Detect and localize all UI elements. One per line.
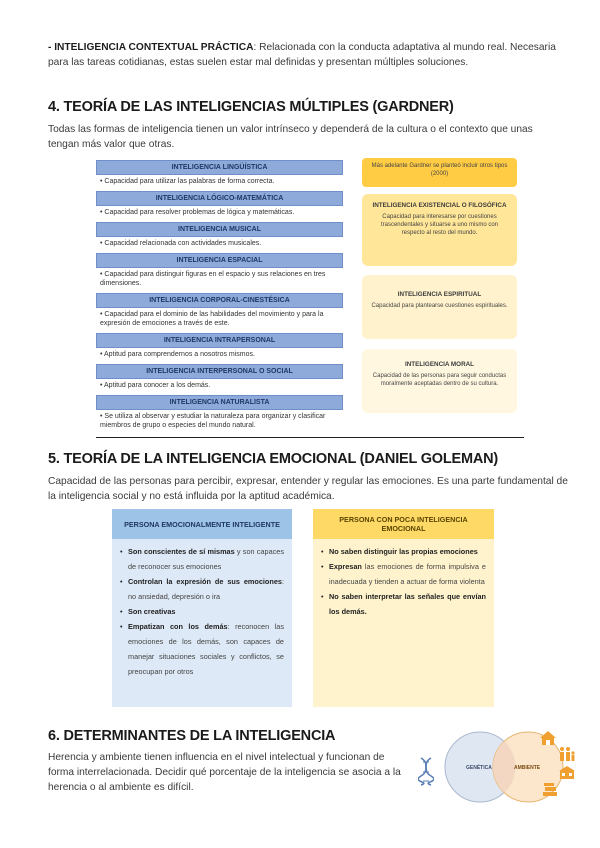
card-moral-desc: Capacidad de las personas para seguir conductas moralmente aceptadas dentro de su cultura. xyxy=(372,373,507,387)
intel-title-logico: INTELIGENCIA LÓGICO-MATEMÁTICA xyxy=(96,191,343,206)
card-existencial-title: INTELIGENCIA EXISTENCIAL O FILOSÓFICA xyxy=(372,202,507,209)
list-item: • Son conscientes de sí mismas y son capaces de reconocer sus emociones xyxy=(120,544,284,574)
intel-desc-naturalista: • Se utiliza al observar y estudiar la naturaleza para organizar y clasificar miembros de grupo o especies del mundo natural. xyxy=(100,413,326,429)
card-moral-title: INTELIGENCIA MORAL xyxy=(404,361,475,368)
family-icon xyxy=(558,746,576,762)
dna-icon xyxy=(418,756,434,786)
intel-desc-logico: • Capacidad para resolver problemas de lógica y matemáticas. xyxy=(100,209,295,216)
list-item: • Expresan las emociones de forma impulsiva e inadecuada y tienden a actuar de forma violenta xyxy=(321,559,486,589)
section-divider xyxy=(96,437,524,438)
intel-desc-linguistica: • Capacidad para utilizar las palabras de forma correcta. xyxy=(100,178,275,185)
low-emotional-title: PERSONA CON POCA INTELIGENCIA EMOCIONAL xyxy=(313,509,494,539)
list-item: • Empatizan con los demás: reconocen las emociones de los demás, son capaces de manejar situaciones sociales y conflictos, se preocupan por otros xyxy=(120,619,284,679)
section6-body: Herencia y ambiente tienen influencia en el nivel intelectual y funcionan de forma interrelacionada. Decidir qué porcentaje de la inteligencia se asocia a la herencia o al ambiente es difícil. xyxy=(48,752,401,793)
intel-title-interpersonal: INTELIGENCIA INTERPERSONAL O SOCIAL xyxy=(96,364,343,379)
section4-title: 4. TEORÍA DE LAS INTELIGENCIAS MÚLTIPLES (GARDNER) xyxy=(48,99,454,115)
low-emotional-list xyxy=(313,539,494,624)
intel-title-corporal: INTELIGENCIA CORPORAL-CINESTÉSICA xyxy=(96,293,343,308)
list-item: • Controlan la expresión de sus emociones: no ansiedad, depresión o ira xyxy=(120,574,284,604)
section4-body: Todas las formas de inteligencia tienen un valor intrínseco y dependerá de la cultura o el contexto que unas tengan más valor que otras. xyxy=(48,124,533,150)
intel-desc-intrapersonal: • Aptitud para comprendernos a nosotros mismos. xyxy=(100,351,255,358)
section5-title: 5. TEORÍA DE LA INTELIGENCIA EMOCIONAL (DANIEL GOLEMAN) xyxy=(48,451,499,467)
intel-title-espacial: INTELIGENCIA ESPACIAL xyxy=(96,253,343,268)
intel-desc-corporal: • Capacidad para el dominio de las habilidades del movimiento y para la expresión de emociones a través de este. xyxy=(100,311,324,327)
emotional-intelligent-panel xyxy=(112,509,292,707)
intel-title-musical: INTELIGENCIA MUSICAL xyxy=(96,222,343,237)
venn-label-environment: AMBIENTE xyxy=(514,765,541,771)
low-emotional-panel xyxy=(313,509,494,707)
school-icon xyxy=(558,764,576,780)
intel-title-naturalista: INTELIGENCIA NATURALISTA xyxy=(96,395,343,410)
gardner-note: Más adelante Gardner se planteó incluir otros tipos (2000) xyxy=(371,163,508,177)
books-icon xyxy=(542,782,558,798)
card-existencial xyxy=(362,194,517,266)
card-existencial-desc: Capacidad para interesarse por cuestiones trascendentales y situarse a uno mismo con respecto al resto del mundo. xyxy=(380,214,499,236)
intel-desc-musical: • Capacidad relacionada con actividades musicales. xyxy=(100,240,262,247)
intro-paragraph xyxy=(48,40,568,70)
card-moral xyxy=(362,349,517,413)
emotional-intelligent-list xyxy=(112,539,292,684)
list-item: • Son creativas xyxy=(120,604,284,619)
section5-body: Capacidad de las personas para percibir, expresar, entender y regular las emociones. Es una parte fundamental de la inteligencia social y no está influida por la aptitud académica. xyxy=(48,476,568,502)
gardner-list xyxy=(96,160,343,435)
emotional-intelligent-title: PERSONA EMOCIONALMENTE INTELIGENTE xyxy=(112,509,292,539)
intel-desc-interpersonal: • Aptitud para conocer a los demás. xyxy=(100,382,211,389)
intro-text: : Relacionada con la conducta adaptativa al mundo real. Necesaria para las tareas cotidianas, estas suelen estar mal definidas y presentan múltiples soluciones. xyxy=(48,42,556,68)
intel-title-intrapersonal: INTELIGENCIA INTRAPERSONAL xyxy=(96,333,343,348)
intel-desc-espacial: • Capacidad para distinguir figuras en el espacio y sus relaciones en tres dimensiones. xyxy=(100,271,326,287)
card-espiritual-title: INTELIGENCIA ESPIRITUAL xyxy=(397,291,482,298)
card-espiritual xyxy=(362,275,517,339)
gardner-note-card xyxy=(362,158,517,187)
card-espiritual-desc: Capacidad para plantearse cuestiones espirituales. xyxy=(371,303,508,309)
list-item: • No saben distinguir las propias emociones xyxy=(321,544,486,559)
intro-label: - INTELIGENCIA CONTEXTUAL PRÁCTICA xyxy=(48,42,254,53)
intel-title-linguistica: INTELIGENCIA LINGÜÍSTICA xyxy=(96,160,343,175)
list-item: • No saben interpretar las señales que envían los demás. xyxy=(321,589,486,619)
venn-label-genetics: GENÉTICA xyxy=(466,765,492,771)
section6-title: 6. DETERMINANTES DE LA INTELIGENCIA xyxy=(48,728,336,744)
house-icon xyxy=(538,730,558,746)
